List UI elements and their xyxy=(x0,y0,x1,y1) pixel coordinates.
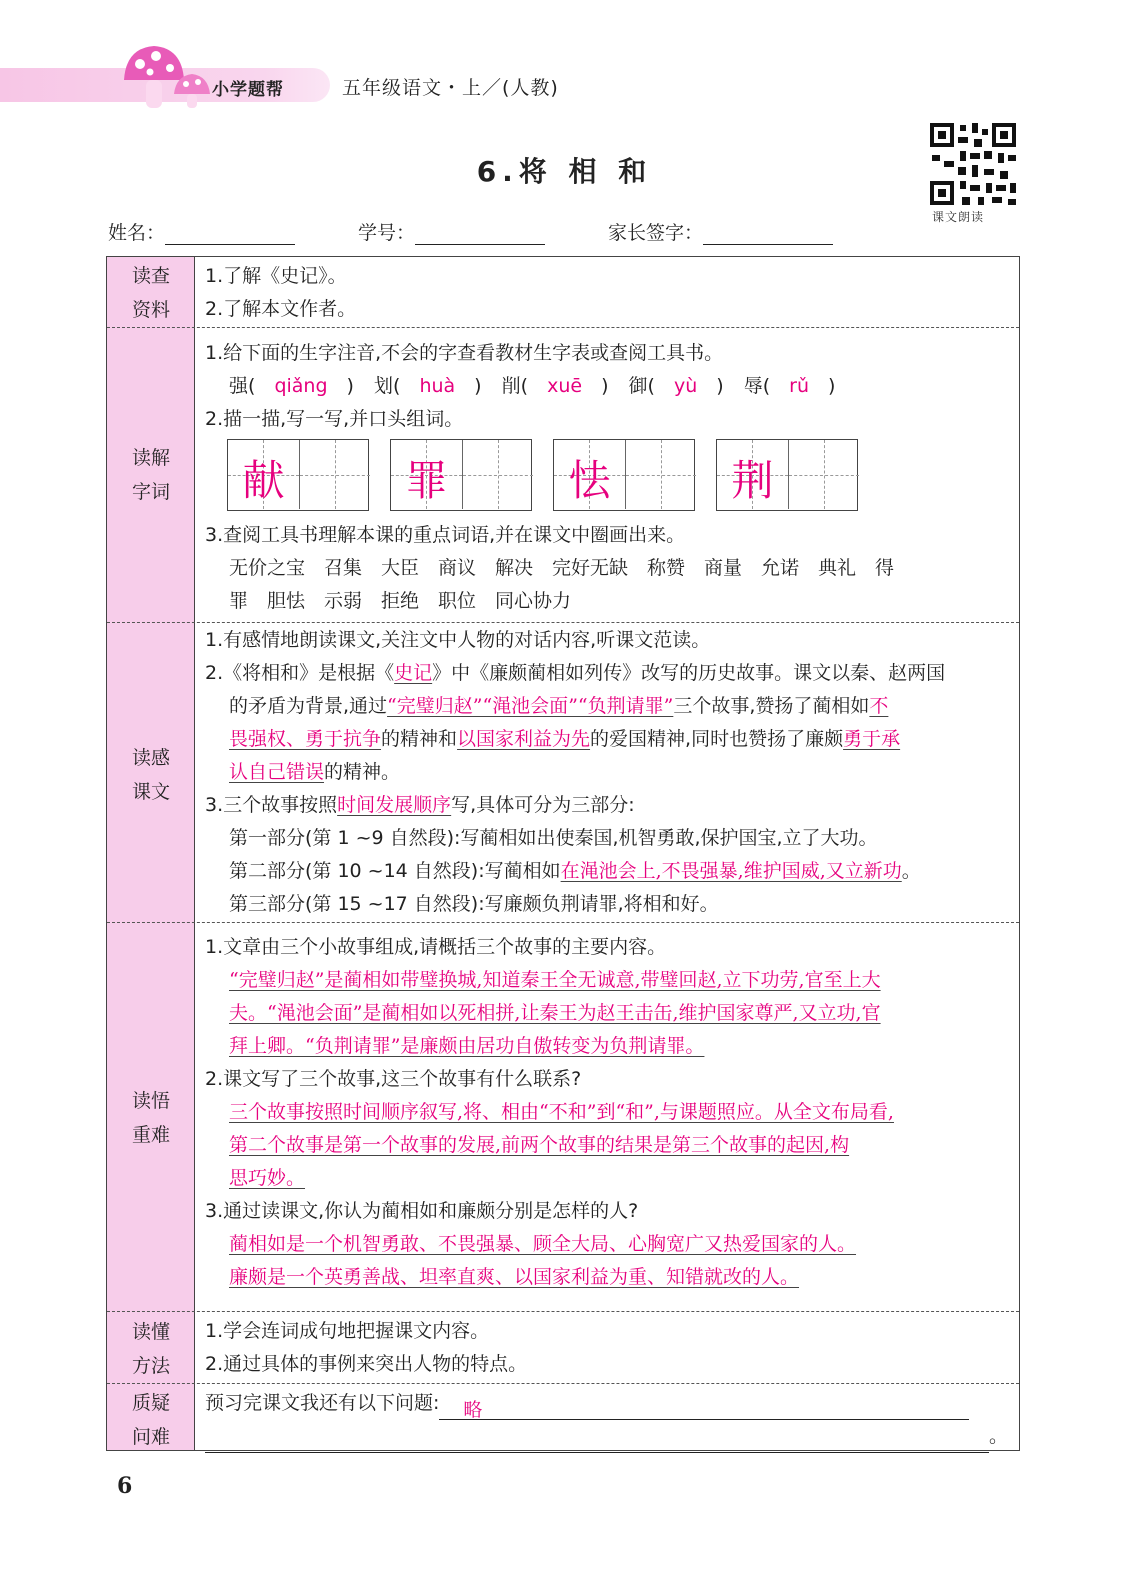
section-reading-content xyxy=(205,624,1013,921)
label-column xyxy=(107,257,195,1450)
answer: 略 xyxy=(463,1399,483,1421)
list-item: 1.了解《史记》。 xyxy=(205,265,347,287)
answer[interactable]: 拜上卿。“负荆请罪”是廉颇由居功自傲转变为负荆请罪。 xyxy=(229,1035,705,1057)
writing-grid[interactable] xyxy=(390,439,532,511)
parent-signature-label: 家长签字： xyxy=(608,222,704,244)
paragraph: 2.《将相和》是根据《史记》中《廉颇蔺相如列传》改写的历史故事。课文以秦、赵两国 xyxy=(205,662,946,684)
word-list: 罪 胆怯 示弱 拒绝 职位 同心协力 xyxy=(229,590,572,612)
answer[interactable]: 三个故事按照时间顺序叙写,将、相由“不和”到“和”,与课题照应。从全文布局看, xyxy=(229,1101,894,1123)
name-field[interactable] xyxy=(165,223,295,245)
page-title: 6.将 相 和 xyxy=(476,155,653,188)
pinyin-row xyxy=(205,370,1013,403)
question-row-2: 。 xyxy=(205,1420,1013,1453)
list-item: 1.学会连词成句地把握课文内容。 xyxy=(205,1320,490,1342)
pinyin-answer[interactable]: qiǎng xyxy=(274,375,328,397)
section-vocabulary-words xyxy=(205,519,1013,618)
section-questions-content xyxy=(205,1387,1013,1453)
parent-field-row xyxy=(608,218,833,245)
question-row xyxy=(205,1387,1013,1420)
answer[interactable]: 不 xyxy=(869,695,889,717)
answer[interactable]: 勇于承 xyxy=(843,728,901,750)
word-list: 无价之宝 召集 大臣 商议 解决 完好无缺 称赞 商量 允诺 典礼 得 xyxy=(229,557,895,579)
pinyin-item: 削( xuē ) xyxy=(501,375,609,397)
mushroom-logo-icon xyxy=(118,42,218,112)
divider xyxy=(107,1311,1019,1312)
section-key-points-content xyxy=(205,931,1013,1294)
number-field-row xyxy=(358,218,545,245)
section-label-questions: 质疑 问难 xyxy=(131,1392,170,1448)
parent-signature-field[interactable] xyxy=(703,223,833,245)
paragraph: 第二部分(第 10 ~14 自然段):写蔺相如在渑池会上,不畏强暴,维护国威,又立新功。 xyxy=(229,860,921,882)
question: 2.描一描,写一写,并口头组词。 xyxy=(205,408,464,430)
answer[interactable]: 史记 xyxy=(394,662,433,684)
preview-table xyxy=(106,256,1020,1451)
section-label-vocabulary: 读解 字词 xyxy=(131,447,170,503)
trace-char: 荆 xyxy=(731,456,774,505)
answer[interactable]: 夫。“渑池会面”是蔺相如以死相拼,让秦王为赵王击缶,维护国家尊严,又立功,官 xyxy=(229,1002,881,1024)
answer[interactable]: 时间发展顺序 xyxy=(337,794,452,816)
pinyin-answer[interactable]: yù xyxy=(673,375,698,397)
answer[interactable]: 第二个故事是第一个故事的发展,前两个故事的结果是第三个故事的起因,构 xyxy=(229,1134,850,1156)
question: 3.查阅工具书理解本课的重点词语,并在课文中圈画出来。 xyxy=(205,524,686,546)
question: 1.文章由三个小故事组成,请概括三个故事的主要内容。 xyxy=(205,936,667,958)
pinyin-item: 强( qiǎng ) xyxy=(229,375,354,397)
answer[interactable]: 蔺相如是一个机智勇敢、不畏强暴、顾全大局、心胸宽广又热爱国家的人。 xyxy=(229,1233,857,1255)
paragraph: 1.有感情地朗读课文,关注文中人物的对话内容,听课文范读。 xyxy=(205,629,711,651)
name-label: 姓名： xyxy=(108,222,166,244)
divider xyxy=(107,1383,1019,1384)
section-label-method: 读懂 方法 xyxy=(131,1321,170,1377)
question-input-2[interactable] xyxy=(205,1427,989,1453)
qr-code-icon[interactable] xyxy=(928,121,1018,207)
trace-char: 怯 xyxy=(568,456,611,505)
paragraph: 认自己错误的精神。 xyxy=(229,761,401,783)
pinyin-item: 划( huà ) xyxy=(374,375,482,397)
answer[interactable]: 思巧妙。 xyxy=(229,1167,306,1189)
divider xyxy=(107,922,1019,923)
answer[interactable]: “完璧归赵”是蔺相如带璧换城,知道秦王全无诚意,带璧回赵,立下功劳,官至上大 xyxy=(229,969,881,991)
answer[interactable]: 畏强权、勇于抗争 xyxy=(229,728,382,750)
writing-grid[interactable] xyxy=(553,439,695,511)
section-label-key-points: 读悟 重难 xyxy=(131,1090,170,1146)
pinyin-answer[interactable]: xuē xyxy=(547,375,583,397)
section-label-reading: 读感 课文 xyxy=(131,747,170,803)
book-title: 五年级语文・上／(人教) xyxy=(342,77,559,99)
brand-name: 小学题帮 xyxy=(212,80,284,100)
question-prompt: 预习完课文我还有以下问题: xyxy=(205,1392,440,1414)
paragraph: 第一部分(第 1 ~9 自然段):写蔺相如出使秦国,机智勇敢,保护国宝,立了大功。 xyxy=(229,827,878,849)
writing-grid[interactable] xyxy=(716,439,858,511)
pinyin-item: 辱( rǔ ) xyxy=(743,375,836,397)
qr-caption: 课文朗读 xyxy=(932,210,985,224)
pinyin-item: 御( yù ) xyxy=(628,375,724,397)
section-reference-content xyxy=(205,260,1013,326)
answer[interactable]: 以国家利益为先 xyxy=(457,728,591,750)
answer[interactable]: 廉颇是一个英勇善战、坦率直爽、以国家利益为重、知错就改的人。 xyxy=(229,1266,800,1288)
number-label: 学号： xyxy=(358,222,416,244)
trace-char: 献 xyxy=(242,456,285,505)
question-input[interactable] xyxy=(439,1394,969,1420)
section-label-reference: 读查 资料 xyxy=(131,265,170,321)
paragraph: 的矛盾为背景,通过“完璧归赵”“渑池会面”“负荆请罪”三个故事,赞扬了蔺相如不 xyxy=(229,695,889,717)
pinyin-answer[interactable]: huà xyxy=(419,375,456,397)
question: 2.课文写了三个故事,这三个故事有什么联系? xyxy=(205,1068,582,1090)
paragraph: 3.三个故事按照时间发展顺序写,具体可分为三部分: xyxy=(205,794,635,816)
name-field-row xyxy=(108,218,295,245)
section-method-content xyxy=(205,1315,1013,1381)
question: 3.通过读课文,你认为蔺相如和廉颇分别是怎样的人? xyxy=(205,1200,639,1222)
paragraph: 第三部分(第 15 ~17 自然段):写廉颇负荆请罪,将相和好。 xyxy=(229,893,719,915)
section-vocabulary-content xyxy=(205,337,1013,436)
trace-char: 罪 xyxy=(405,456,448,505)
list-item: 2.通过具体的事例来突出人物的特点。 xyxy=(205,1353,528,1375)
answer[interactable]: “完璧归赵”“渑池会面”“负荆请罪” xyxy=(387,695,674,717)
writing-grid[interactable] xyxy=(227,439,369,511)
pinyin-answer[interactable]: rǔ xyxy=(789,375,810,397)
page-number: 6 xyxy=(117,1473,133,1499)
paragraph: 畏强权、勇于抗争的精神和以国家利益为先的爱国精神,同时也赞扬了廉颇勇于承 xyxy=(229,728,901,750)
divider xyxy=(107,622,1019,623)
divider xyxy=(107,327,1019,328)
number-field[interactable] xyxy=(415,223,545,245)
answer[interactable]: 认自己错误 xyxy=(229,761,325,783)
answer[interactable]: 在渑池会上,不畏强暴,维护国威,又立新功 xyxy=(560,860,902,882)
question: 1.给下面的生字注音,不会的字查看教材生字表或查阅工具书。 xyxy=(205,342,724,364)
list-item: 2.了解本文作者。 xyxy=(205,298,357,320)
